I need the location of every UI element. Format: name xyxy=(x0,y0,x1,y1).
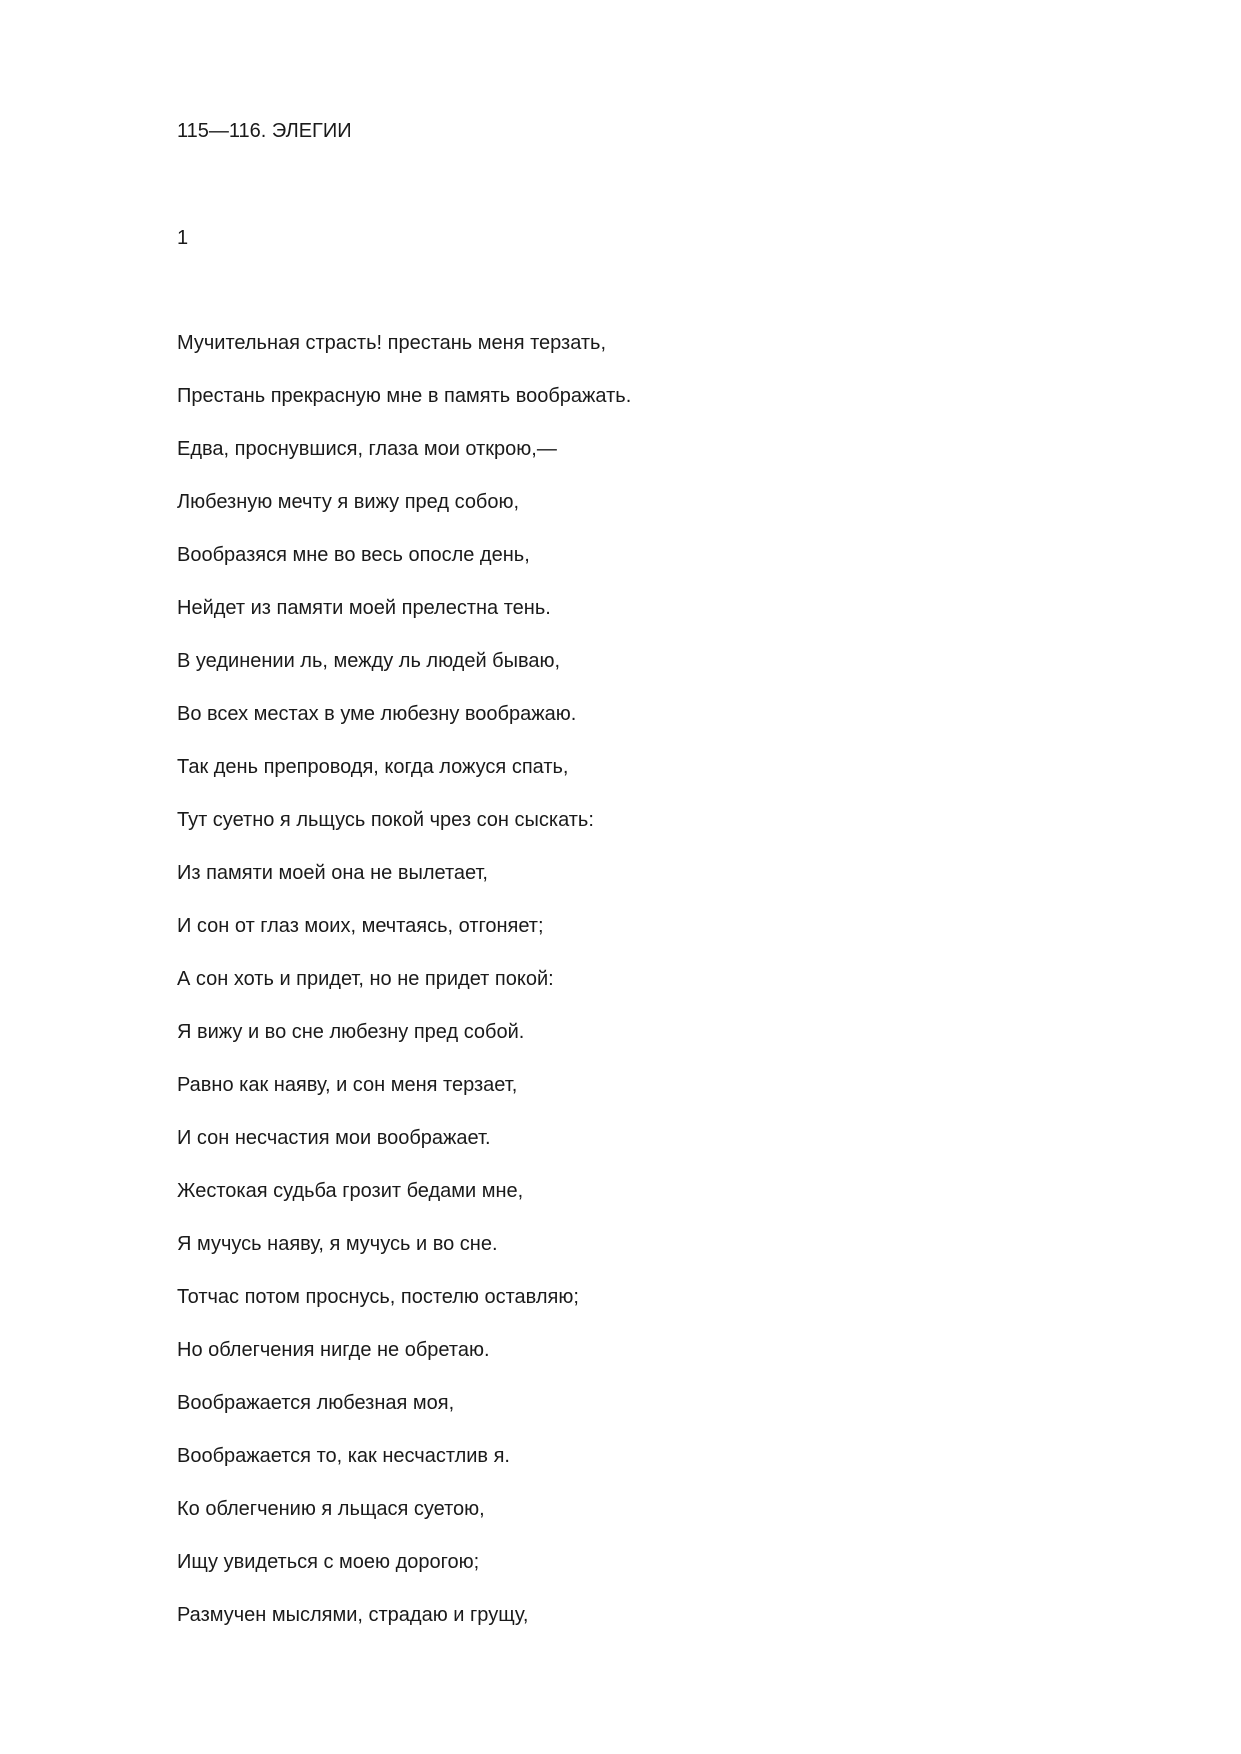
poem-line: Я вижу и во сне любезну пред собой. xyxy=(177,1021,525,1043)
poem-line: Нейдет из памяти моей прелестна тень. xyxy=(177,597,551,619)
poem-line: В уединении ль, между ль людей бываю, xyxy=(177,650,561,672)
poem-line: Равно как наяву, и сон меня терзает, xyxy=(177,1074,518,1096)
document-title: 115—116. ЭЛЕГИИ xyxy=(177,120,352,142)
poem-line: Любезную мечту я вижу пред собою, xyxy=(177,491,520,513)
poem-line: И сон от глаз моих, мечтаясь, отгоняет; xyxy=(177,915,544,937)
poem-line: Вообразяся мне во весь опосле день, xyxy=(177,544,530,566)
poem-text xyxy=(177,331,631,1656)
poem-line: Ко облегчению я льщася суетою, xyxy=(177,1498,485,1520)
poem-line: Во всех местах в уме любезну воображаю. xyxy=(177,703,577,725)
poem-line: И сон несчастия мои воображает. xyxy=(177,1127,491,1149)
poem-line: Я мучусь наяву, я мучусь и во сне. xyxy=(177,1233,498,1255)
poem-line: Ищу увидеться с моею дорогою; xyxy=(177,1551,480,1573)
poem-line: Жестокая судьба грозит бедами мне, xyxy=(177,1180,524,1202)
poem-line: Мучительная страсть! престань меня терзать, xyxy=(177,332,607,354)
poem-line: Престань прекрасную мне в память воображать. xyxy=(177,385,632,407)
poem-line: Тотчас потом проснусь, постелю оставляю; xyxy=(177,1286,579,1308)
poem-line: Тут суетно я льщусь покой чрез сон сыскать: xyxy=(177,809,594,831)
poem-line: Воображается любезная моя, xyxy=(177,1392,455,1414)
poem-line: А сон хоть и придет, но не придет покой: xyxy=(177,968,554,990)
section-number: 1 xyxy=(177,227,189,249)
poem-line: Из памяти моей она не вылетает, xyxy=(177,862,488,884)
poem-line: Так день препроводя, когда ложуся спать, xyxy=(177,756,569,778)
poem-line: Воображается то, как несчастлив я. xyxy=(177,1445,510,1467)
poem-line: Едва, проснувшися, глаза мои открою,— xyxy=(177,438,557,460)
poem-line: Но облегчения нигде не обретаю. xyxy=(177,1339,490,1361)
poem-line: Размучен мыслями, страдаю и грущу, xyxy=(177,1604,529,1626)
